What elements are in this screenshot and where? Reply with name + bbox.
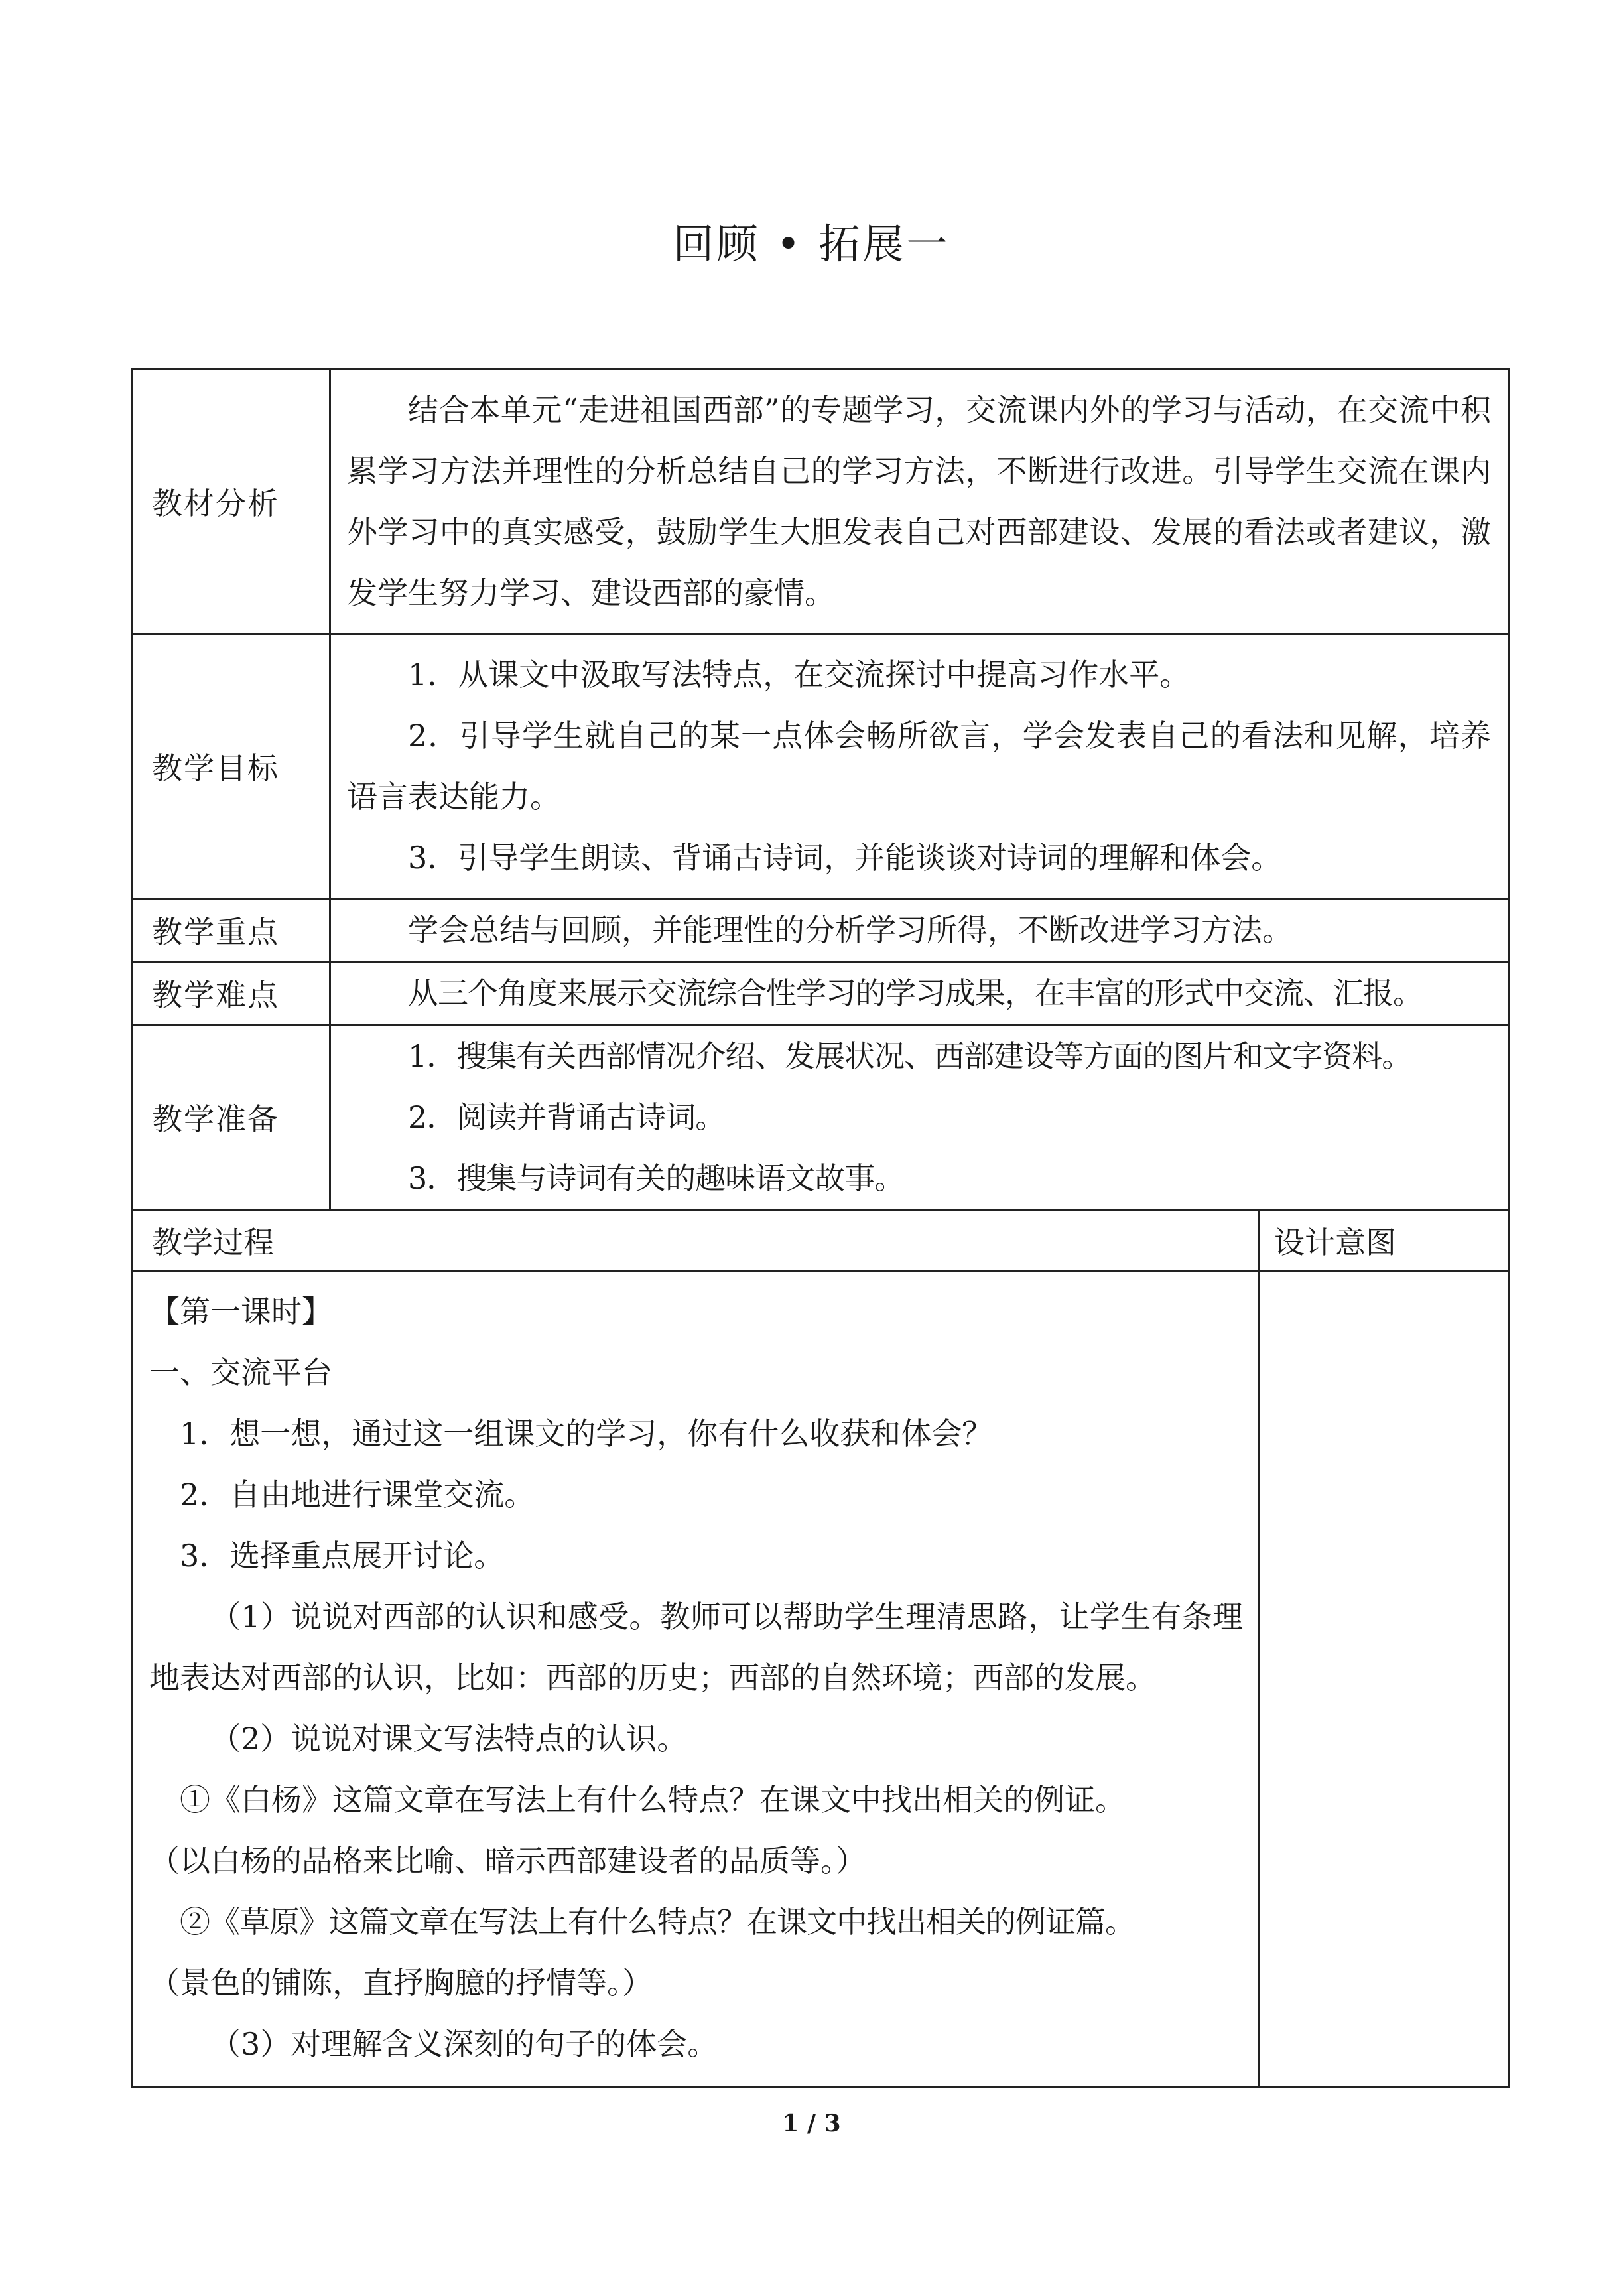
paragraph: 学会总结与回顾，并能理性的分析学习所得，不断改进学习方法。 (408, 912, 1293, 948)
discussion-note: （以白杨的品格来比喻、暗示西部建设者的品质等。） (149, 1843, 866, 1879)
discussion-note: （景色的铺陈，直抒胸臆的抒情等。） (149, 1965, 653, 2001)
lesson-heading: 【第一课时】 (149, 1294, 332, 1329)
process-content (133, 1271, 1259, 2088)
paragraph: 2．阅读并背诵古诗词。 (408, 1099, 726, 1135)
paragraph: 从三个角度来展示交流综合性学习的学习成果，在丰富的形式中交流、汇报。 (408, 975, 1423, 1011)
page-title: 回顾 • 拓展一 (673, 220, 950, 268)
question-item: 3．选择重点展开讨论。 (180, 1538, 505, 1574)
lesson-plan-table (131, 368, 1510, 2088)
page-number: 1 / 3 (782, 2110, 841, 2137)
discussion-item: （3）对理解含义深刻的句子的体会。 (210, 2026, 718, 2062)
row-content (330, 370, 1510, 634)
row-preparation (133, 1025, 1510, 1210)
paragraph: 结合本单元“走进祖国西部”的专题学习，交流课内外的学习与活动，在交流中积累学习方法并理性的分析总结自己的学习方法，不断进行改进。引导学生交流在课内外学习中的真实感受，鼓励学生大胆发表自己对西部建设、发展的看法或者建议，激发学生努力学习、建设西部的豪情。 (347, 392, 1492, 611)
paragraph: 2．引导学生就自己的某一点体会畅所欲言，学会发表自己的看法和见解，培养语言表达能力。 (347, 718, 1492, 815)
paragraph: 1．搜集有关西部情况介绍、发展状况、西部建设等方面的图片和文字资料。 (408, 1038, 1412, 1074)
row-content (330, 634, 1510, 899)
row-difficult-points (133, 962, 1510, 1025)
section-heading: 一、交流平台 (149, 1355, 332, 1390)
paragraph: 3．搜集与诗词有关的趣味语文故事。 (408, 1160, 905, 1196)
discussion-item: （1）说说对西部的认识和感受。教师可以帮助学生理清思路，让学生有条理地表达对西部的认识，比如：西部的历史；西部的自然环境；西部的发展。 (149, 1599, 1243, 1696)
row-label: 教学难点 (133, 962, 330, 1025)
row-label: 教学目标 (133, 634, 330, 899)
discussion-item: （2）说说对课文写法特点的认识。 (210, 1721, 688, 1757)
row-material-analysis (133, 370, 1510, 634)
row-content (330, 899, 1510, 962)
row-label: 教学重点 (133, 899, 330, 962)
design-intent-content (1259, 1271, 1510, 2088)
row-teaching-goals (133, 634, 1510, 899)
row-key-points (133, 899, 1510, 962)
row-process-body (133, 1271, 1510, 2088)
row-label: 教学准备 (133, 1025, 330, 1210)
row-content (330, 962, 1510, 1025)
row-content (330, 1025, 1510, 1210)
row-label: 教材分析 (133, 370, 330, 634)
question-item: 1．想一想，通过这一组课文的学习，你有什么收获和体会？ (180, 1416, 993, 1452)
discussion-subitem: ②《草原》这篇文章在写法上有什么特点？在课文中找出相关的例证篇。 (180, 1904, 1135, 1940)
paragraph: 1．从课文中汲取写法特点，在交流探讨中提高习作水平。 (408, 657, 1191, 693)
design-intent-header: 设计意图 (1259, 1210, 1510, 1271)
process-header: 教学过程 (133, 1210, 1259, 1271)
question-item: 2．自由地进行课堂交流。 (180, 1477, 535, 1513)
discussion-subitem: ①《白杨》这篇文章在写法上有什么特点？在课文中找出相关的例证。 (180, 1782, 1126, 1818)
row-process-header (133, 1210, 1510, 1271)
paragraph: 3．引导学生朗读、背诵古诗词，并能谈谈对诗词的理解和体会。 (408, 840, 1282, 876)
